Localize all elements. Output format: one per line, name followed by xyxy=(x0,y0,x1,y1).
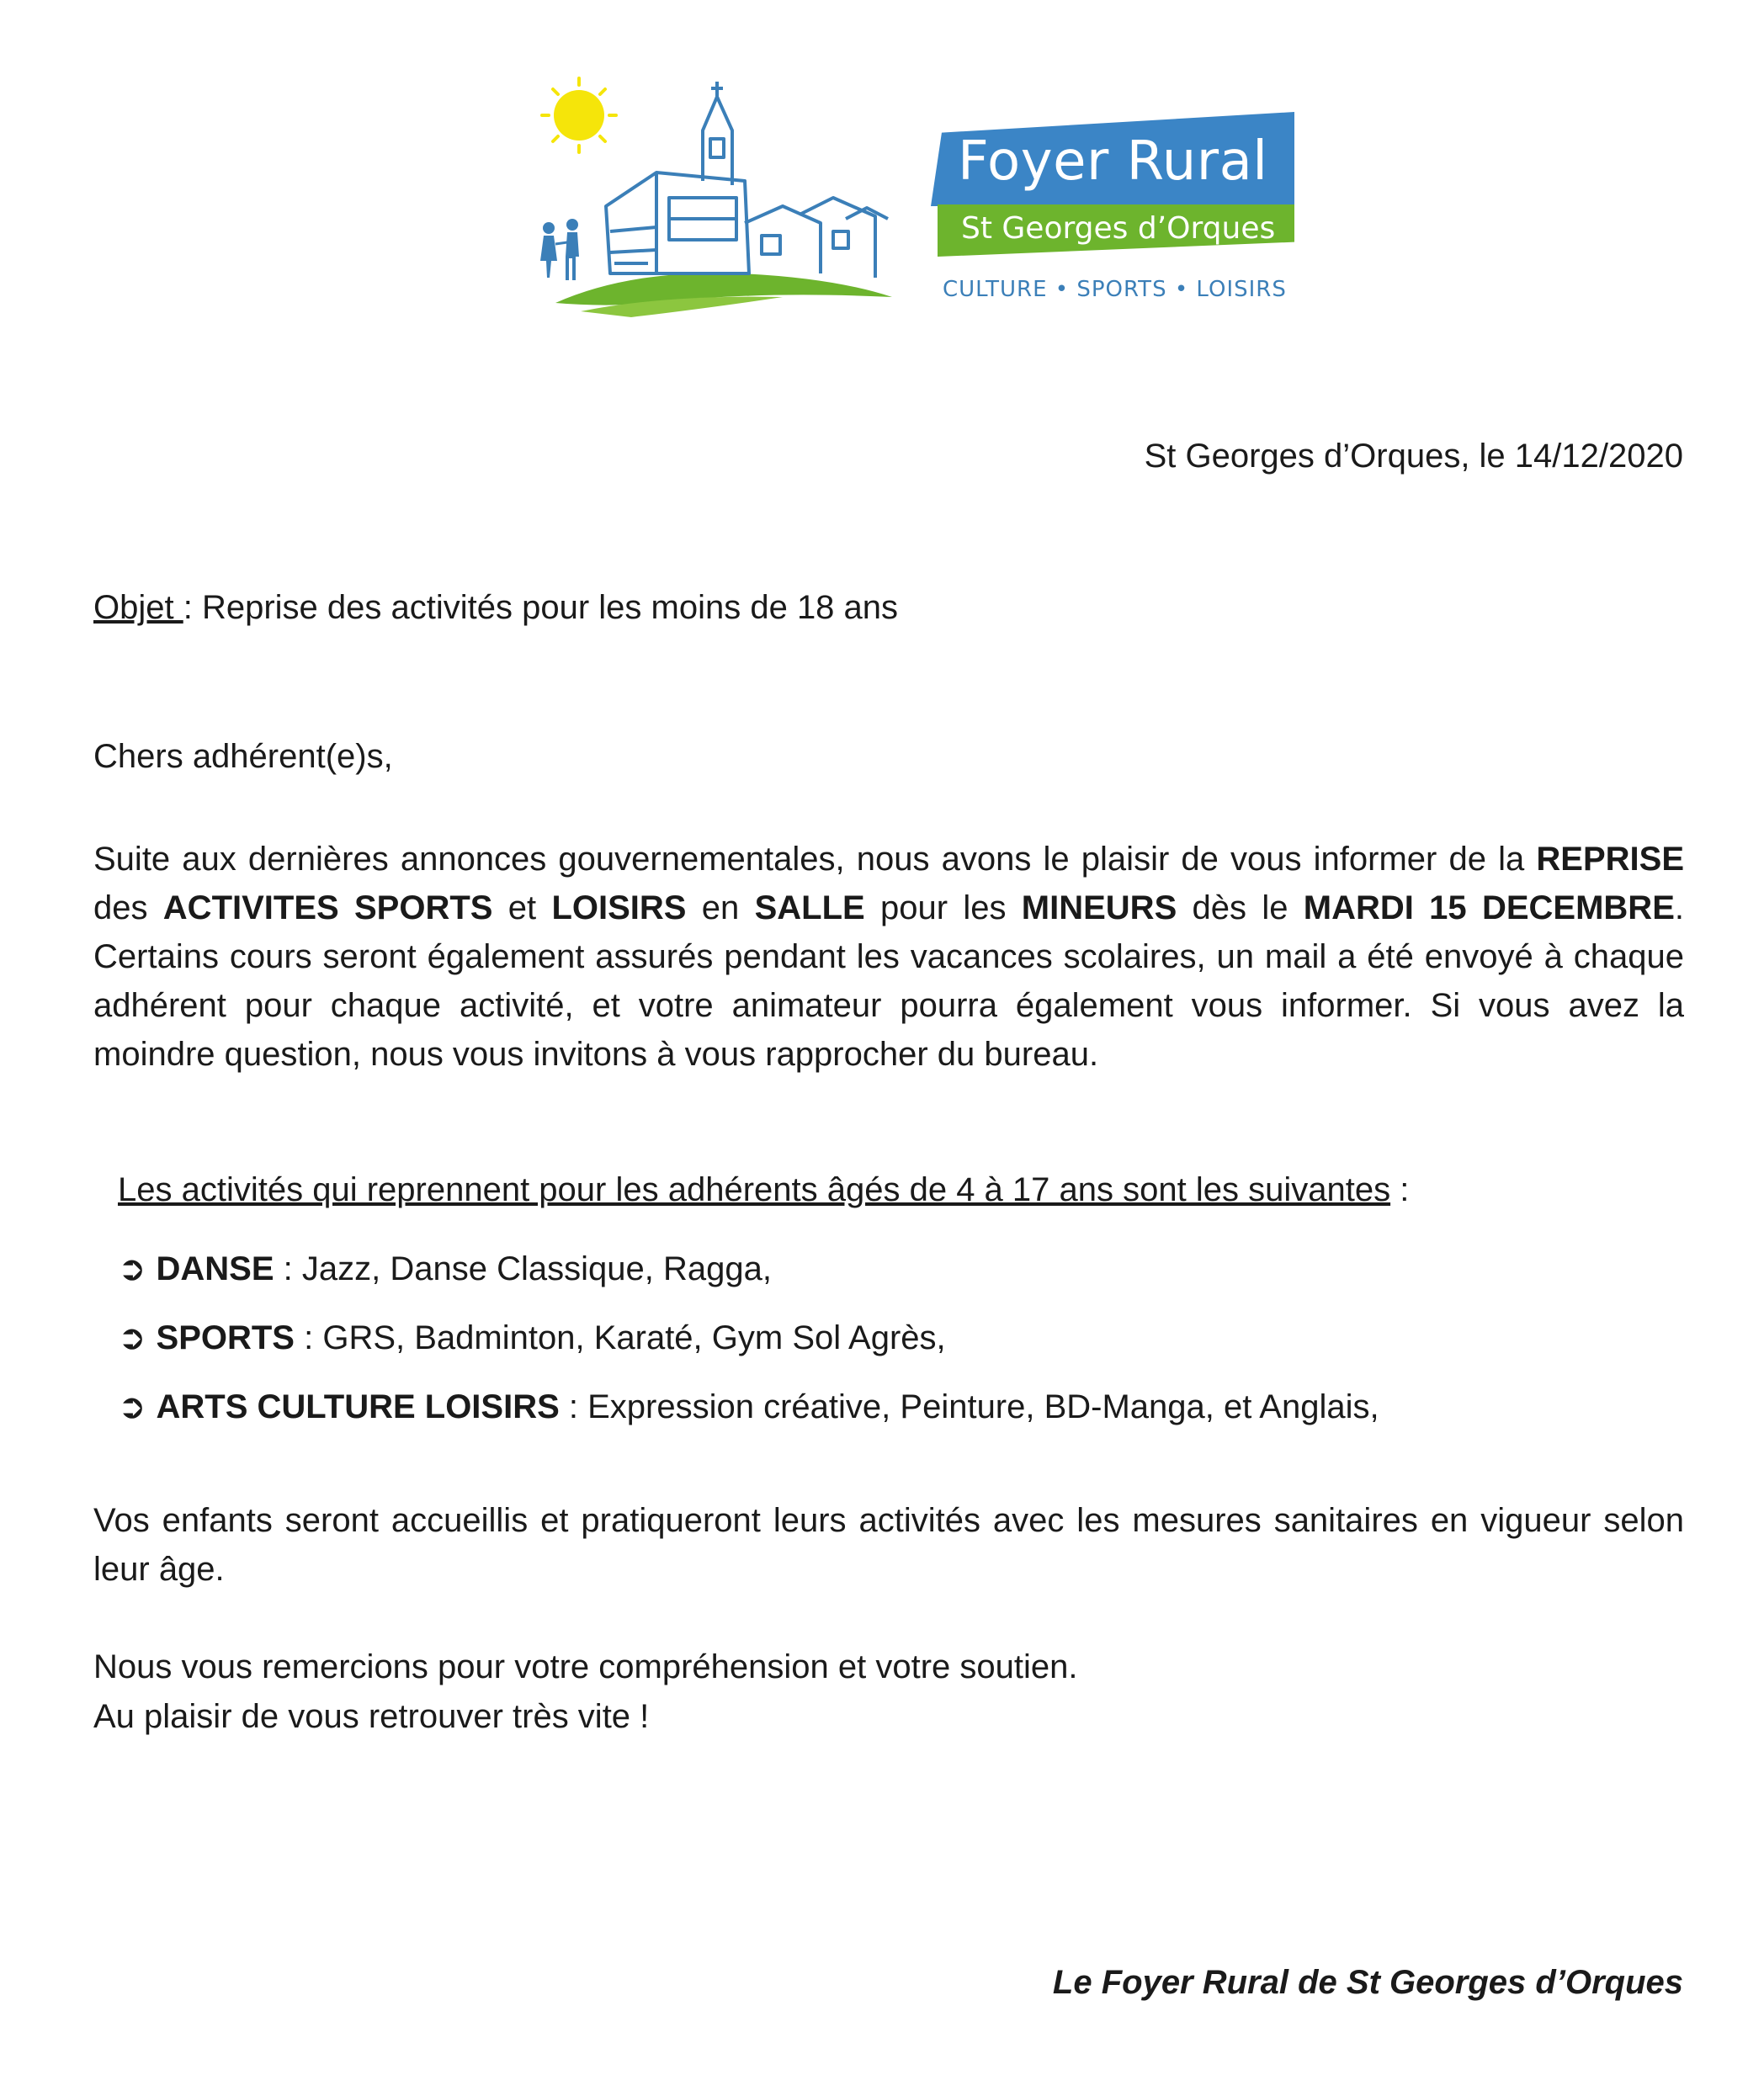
paragraph-bold: REPRISE xyxy=(1536,841,1684,878)
logo-title: Foyer Rural xyxy=(958,130,1268,193)
paragraph-text: en xyxy=(686,889,755,926)
subject-line xyxy=(93,589,898,627)
activity-details: : GRS, Badminton, Karaté, Gym Sol Agrès, xyxy=(295,1319,946,1356)
paragraph-text: Suite aux dernières annonces gouvernementales, nous avons le plaisir de vous informer de la xyxy=(93,841,1537,878)
activity-category: ARTS CULTURE LOISIRS xyxy=(156,1388,560,1425)
paragraph-bold: SALLE xyxy=(754,889,865,926)
paragraph-text: dès le xyxy=(1177,889,1304,926)
list-item xyxy=(118,1250,772,1288)
subject-text: : Reprise des activités pour les moins de 18 ans xyxy=(183,589,899,626)
arrow-bullet-icon: ➲ xyxy=(118,1250,146,1288)
closing-line-1: Nous vous remercions pour votre compréhension et votre soutien. xyxy=(93,1648,1078,1685)
closing xyxy=(93,1642,1077,1742)
paragraph-text: des xyxy=(93,889,163,926)
foyer-rural-logo xyxy=(530,72,1304,324)
list-item xyxy=(118,1319,946,1357)
activity-category: DANSE xyxy=(156,1250,274,1287)
signature: Le Foyer Rural de St Georges d’Orques xyxy=(1052,1964,1683,2001)
paragraph-text: . Certains cours seront également assurés pendant les vacances scolaires, un mail a été envoyé à chaque adhérent pour chaque activité, et votre animateur pourra également vous informer. Si vous avez la moindre question, nous vous invitons à vous rapprocher du bureau. xyxy=(93,889,1684,1073)
arrow-bullet-icon: ➲ xyxy=(118,1319,146,1357)
activities-intro xyxy=(118,1171,1409,1209)
paragraph-bold: LOISIRS xyxy=(551,889,687,926)
date-line: St Georges d’Orques, le 14/12/2020 xyxy=(1144,438,1683,475)
activity-details: : Jazz, Danse Classique, Ragga, xyxy=(274,1250,772,1287)
paragraph-bold: MINEURS xyxy=(1021,889,1177,926)
closing-line-2: Au plaisir de vous retrouver très vite ! xyxy=(93,1698,650,1735)
announcement-paragraph xyxy=(93,835,1684,1079)
village-illustration-icon xyxy=(530,72,909,324)
paragraph-text: et xyxy=(492,889,552,926)
logo-subtitle: St Georges d’Orques xyxy=(961,211,1276,246)
paragraph-text: pour les xyxy=(864,889,1022,926)
greeting: Chers adhérent(e)s, xyxy=(93,738,393,775)
subject-label: Objet xyxy=(93,589,183,626)
sanitary-paragraph: Vos enfants seront accueillis et pratiqueront leurs activités avec les mesures sanitaires en vigueur selon leur âge. xyxy=(93,1502,1684,1588)
activity-details: : Expression créative, Peinture, BD-Manga, et Anglais, xyxy=(559,1388,1379,1425)
list-item xyxy=(118,1388,1379,1426)
paragraph-bold: ACTIVITES SPORTS xyxy=(162,889,493,926)
logo-tagline: CULTURE • SPORTS • LOISIRS xyxy=(943,277,1287,302)
activities-intro-suffix: : xyxy=(1390,1171,1410,1208)
activity-category: SPORTS xyxy=(156,1319,295,1356)
activities-intro-underlined: Les activités qui reprennent pour les adhérents âgés de 4 à 17 ans sont les suivantes xyxy=(118,1171,1391,1208)
arrow-bullet-icon: ➲ xyxy=(118,1388,146,1426)
paragraph-bold: MARDI 15 DECEMBRE xyxy=(1303,889,1675,926)
logo-banner xyxy=(931,112,1301,255)
